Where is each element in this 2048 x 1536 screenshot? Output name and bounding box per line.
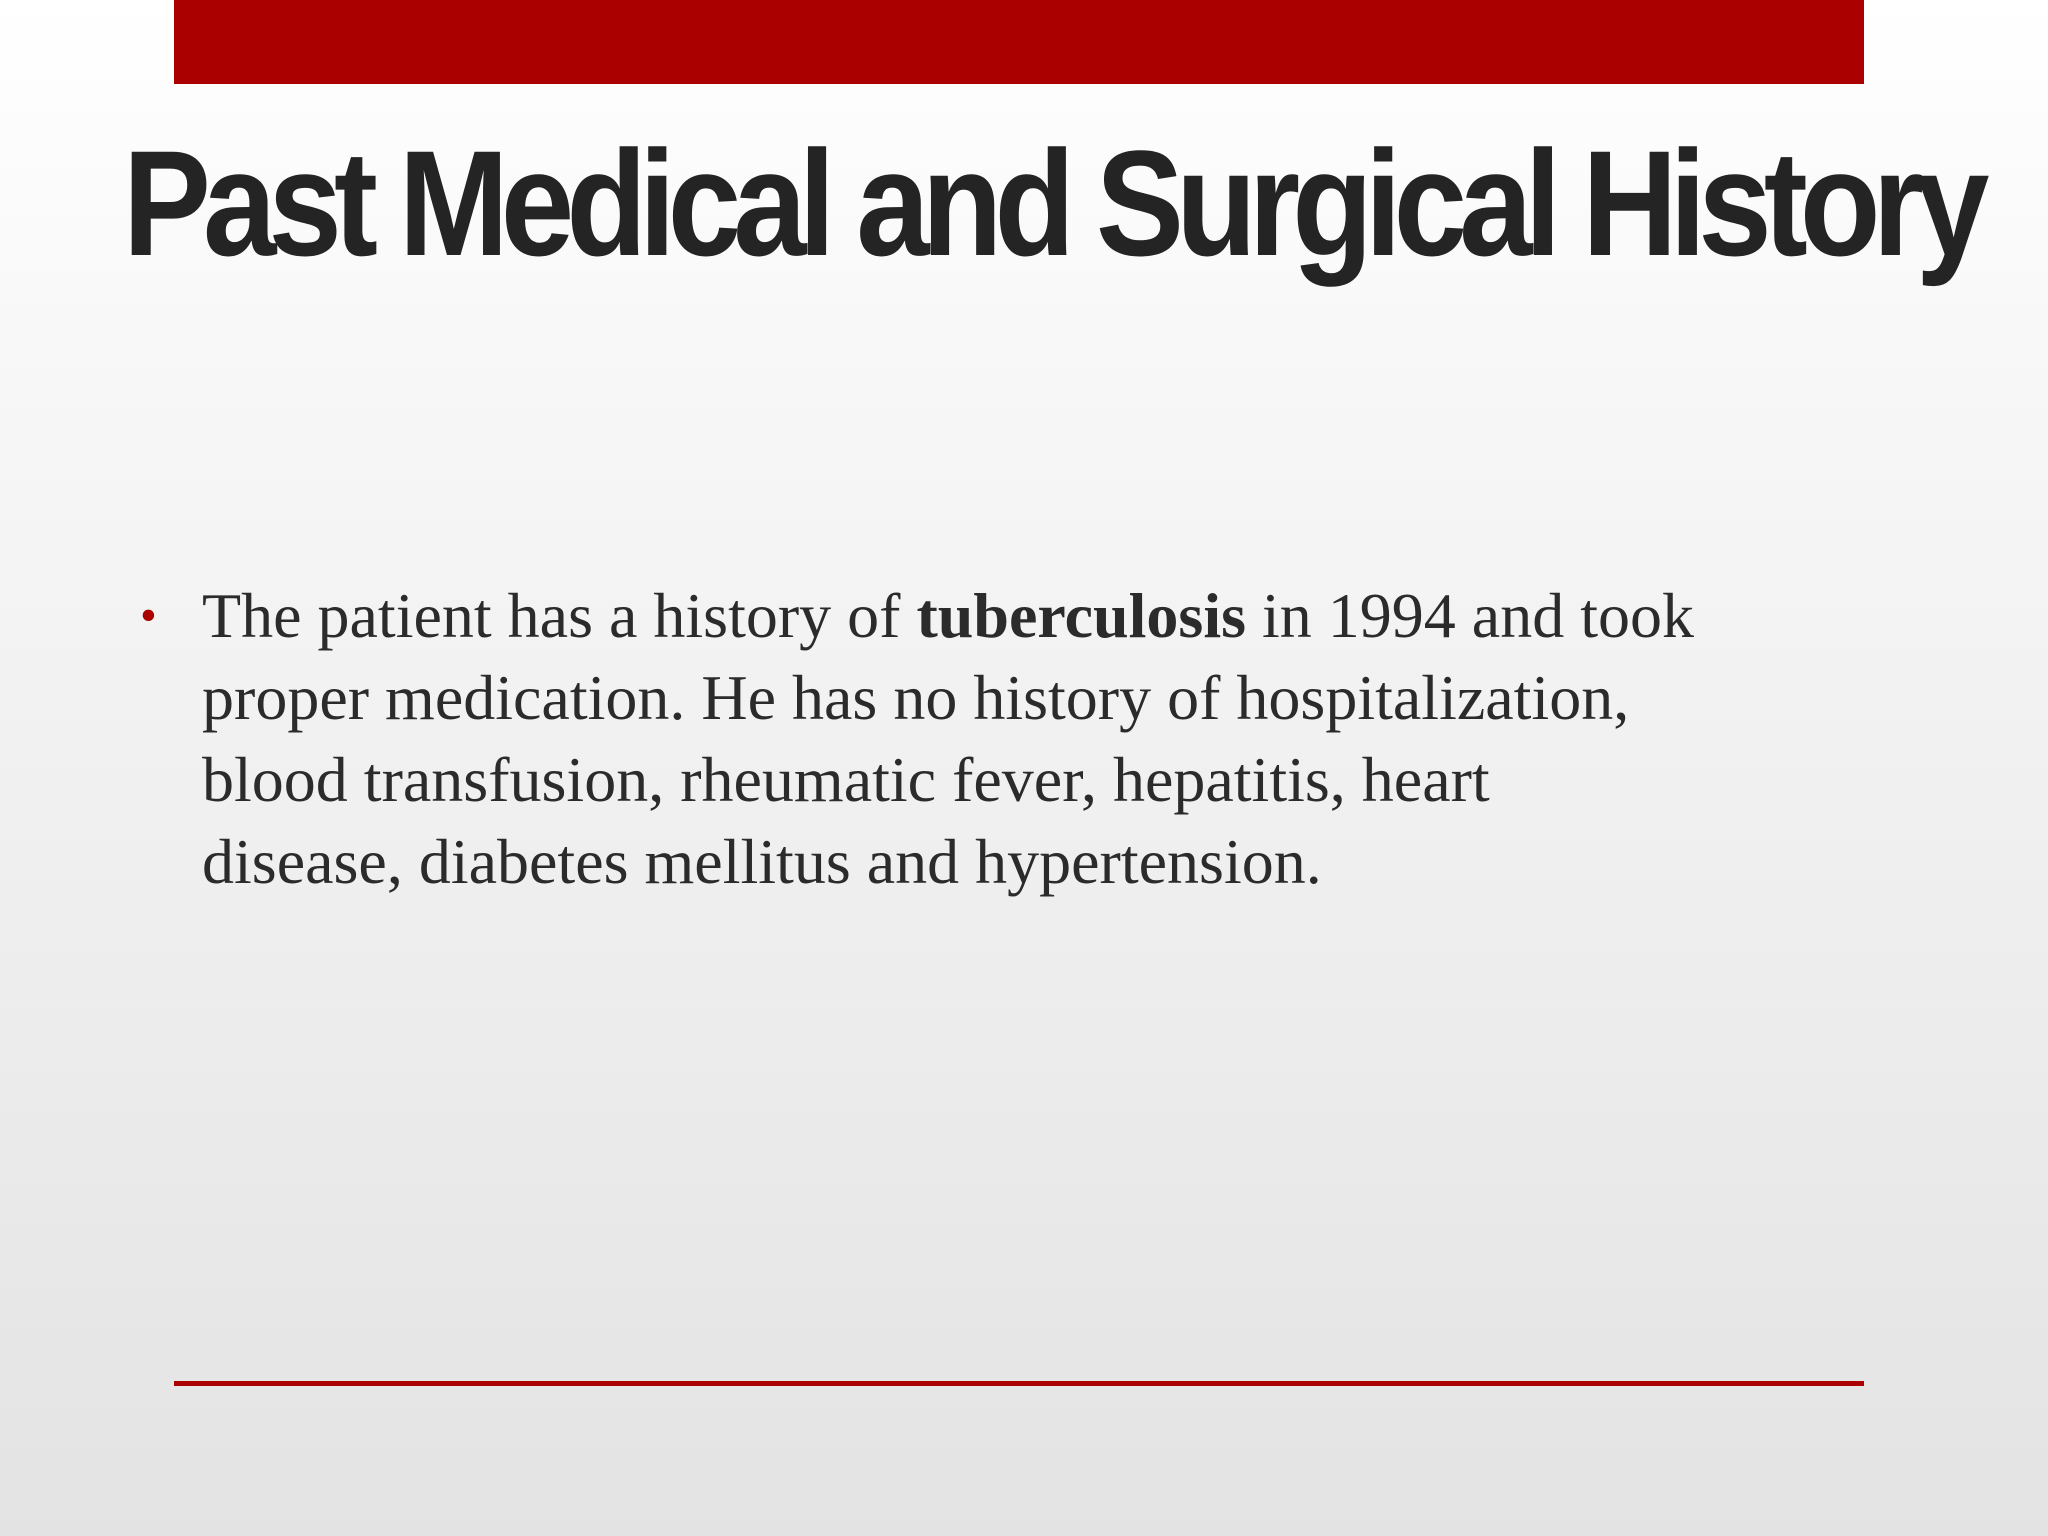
bullet-text-after: in 1994 and took proper medication. He has no history of hospitalization, blood transfusion, rheumatic fever, hepatitis, heart disease, diabetes mellitus and hypertension. [202,580,1694,897]
bottom-divider [174,1381,1864,1386]
bullet-item [140,575,1700,903]
slide-content [140,575,1700,903]
top-accent-bar [174,0,1864,84]
bullet-text-before: The patient has a history of [202,580,917,651]
bullet-icon: • [140,589,157,642]
slide-title: Past Medical and Surgical History [122,119,1982,287]
bullet-bold-term: tuberculosis [916,580,1246,651]
